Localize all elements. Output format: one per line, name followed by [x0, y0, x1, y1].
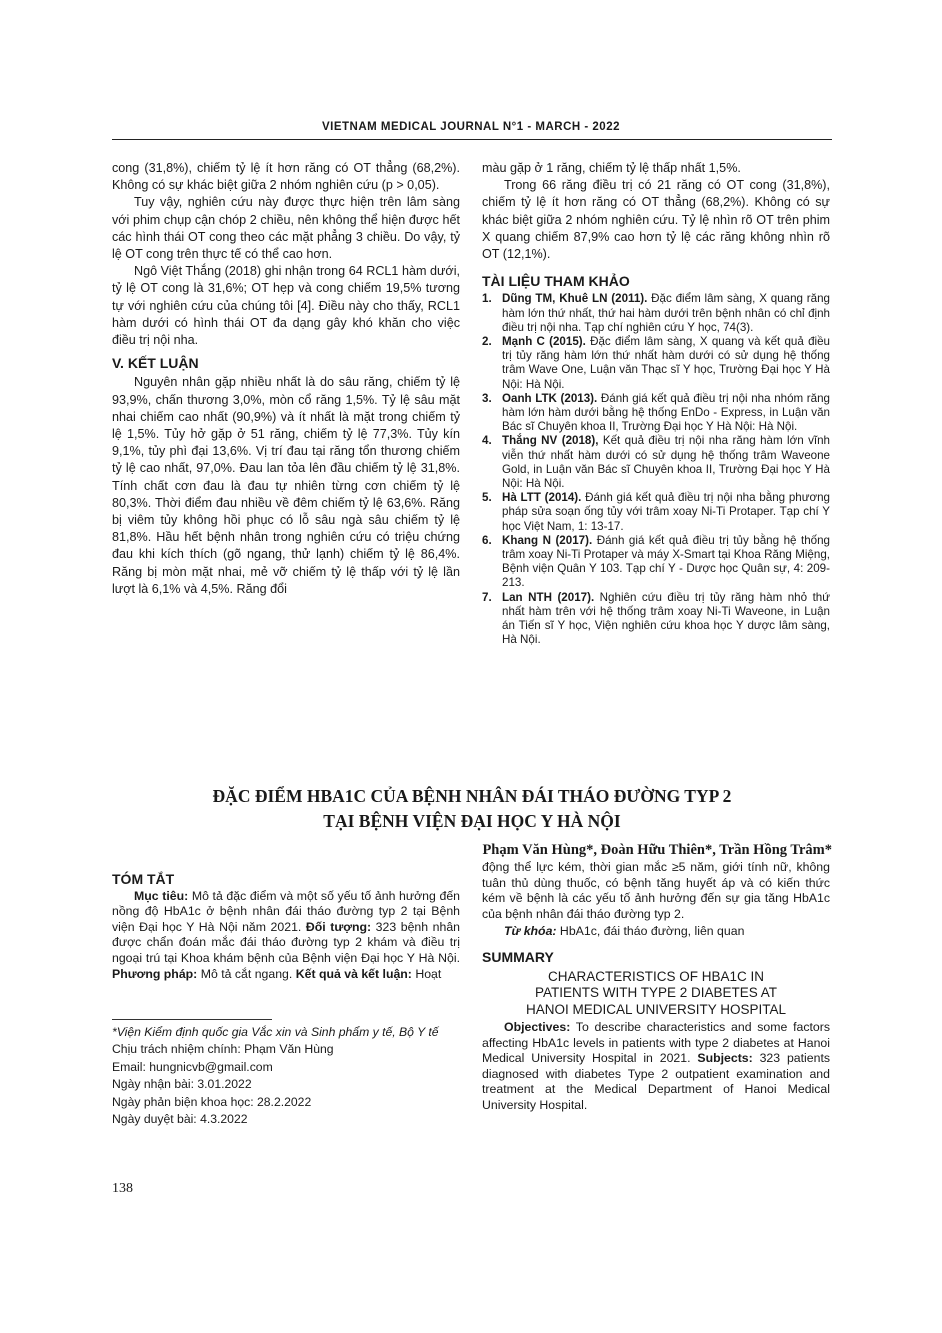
title-line: TẠI BỆNH VIỆN ĐẠI HỌC Y HÀ NỘI — [323, 811, 621, 831]
right-column-abstract — [482, 860, 830, 1114]
page-number: 138 — [112, 1181, 133, 1196]
article-title — [112, 784, 832, 834]
paragraph: màu gặp ở 1 răng, chiếm tỷ lệ thấp nhất 1,5%. — [482, 161, 741, 175]
summary-heading: SUMMARY — [482, 948, 554, 965]
right-column-prev — [482, 160, 830, 648]
date-approved: Ngày duyệt bài: 4.3.2022 — [112, 1112, 248, 1127]
abstract-heading: TÓM TẮT — [112, 871, 175, 887]
author-list: Phạm Văn Hùng*, Đoàn Hữu Thiên*, Trần Hồng Trâm* — [482, 842, 832, 858]
summary-title: CHARACTERISTICS OF HBA1C IN PATIENTS WITH TYPE 2 DIABETES AT HANOI MEDICAL UNIVERSITY HOSPITAL — [525, 968, 787, 1017]
email: Email: hungnicvb@gmail.com — [112, 1059, 273, 1074]
abstract-text: Mục tiêu: Mô tả đặc điểm và một số yếu tố ảnh hưởng đến nồng độ HbA1c ở bệnh nhân đái tháo đường typ 2 tại Bệnh viện Đại học Y Hà Nội năm 2021. Đối tượng: 323 bệnh nhân được chẩn đoán mắc đái tháo đường typ 2 khám và điều trị ngoại trú tại Khoa khám bệnh của Bệnh viện Đại học Y Hà Nội. Phương pháp: Mô tả cắt ngang. Kết quả và kết luận: Hoạt — [112, 888, 461, 981]
left-column-prev — [112, 160, 460, 598]
reference-item: 3. Oanh LTK (2013). Đánh giá kết quả điều trị nội nha nhóm răng hàm lớn hàm dưới bằng hệ thống EnDo - Express, in Luận văn Bác sĩ Chuyên khoa II, Trường Đại học Y Hà Nội: Hà Nội. — [482, 391, 831, 434]
paragraph: Tuy vậy, nghiên cứu này được thực hiện trên lâm sàng với phim chụp cận chóp 2 chiều, nên không thể hiện được hết các hình thái OT cong theo các mặt phẳng 3 chiều. Do vậy, tỷ lệ OT cong trên thực tế có thể cao hơn. — [112, 195, 460, 262]
affiliation: *Viện Kiểm định quốc gia Vắc xin và Sinh phẩm y tế, Bộ Y tế — [112, 1025, 439, 1039]
references-heading: TÀI LIỆU THAM KHẢO — [482, 273, 630, 290]
running-header: VIETNAM MEDICAL JOURNAL N°1 - MARCH - 2022 — [321, 121, 620, 133]
reference-list — [482, 292, 830, 647]
footnotes — [112, 1024, 460, 1128]
paragraph: cong (31,8%), chiếm tỷ lệ ít hơn răng có OT thẳng (68,2%). Không có sự khác biệt giữa 2 nhóm nghiên cứu (p > 0,05). — [112, 161, 460, 193]
date-reviewed: Ngày phản biện khoa học: 28.2.2022 — [112, 1094, 312, 1109]
label: Phương pháp: — [112, 966, 198, 981]
left-column-abstract — [112, 872, 460, 982]
paragraph: Trong 66 răng điều trị có 21 răng có OT cong (31,8%), chiếm tỷ lệ ít hơn răng có OT thẳng (68,2%). Không có sự khác biệt giữa 2 nhóm nghiên cứu. Tỷ lệ nhìn rõ OT trên phim X quang chiếm 87,9% cao hơn tỷ lệ các răng không nhìn rõ OT (12,1%). — [482, 178, 830, 262]
reference-item: 2. Mạnh C (2015). Đặc điểm lâm sàng, X quang và kết quả điều trị tủy răng hàm lớn thứ nhất hàm dưới có sử dụng hệ thống trâm Wave One, Luận văn Thạc sĩ Y học, Trường Đại học Y Hà Nội: Hà Nội. — [482, 335, 830, 391]
summary-text: Objectives: To describe characteristics and some factors affecting HbA1c levels in patients with type 2 diabetes at Hanoi Medical University Hospital in 2021. Subjects: 323 patients diagnosed with diabetes Type 2 outpatient examination and treatment at the Medical Department of Hanoi Medical University Hospital. — [482, 1020, 831, 1113]
reference-item: 7. Lan NTH (2017). Nghiên cứu điều trị tủy răng hàm nhỏ thứ nhất hàm trên với hệ thống trâm xoay Ni-Ti Waveone, in Luận án Tiến sĩ Y học, Viện nghiên cứu khoa học Y dược lâm sàng, Hà Nội. — [482, 590, 831, 647]
reference-item: 4. Thắng NV (2018), Kết quả điều trị nội nha răng hàm lớn vĩnh viễn thứ nhất hàm dưới có sử dụng hệ thống trâm Waveone Gold, in Luận văn Bác sĩ Chuyên khoa II, Trường Đại học Y Hà Nội: Hà Nội. — [482, 434, 831, 491]
header-rule — [112, 139, 832, 140]
paragraph: Nguyên nhân gặp nhiều nhất là do sâu răng, chiếm tỷ lệ 93,9%, chấn thương 3,0%, mòn cổ răng 1,5%. Tỷ lệ sâu mặt nhai chiếm cao nhất (90,9%) và ít nhất là mặt trong chiếm tỷ lệ 1,5%. Tủy hở gặp ở 51 răng, chiếm tỷ lệ 77,3%. Tủy kín 9,1%, tủy phì đại 13,6%. Vị trí đau tại răng tổn thương chiếm tỷ lệ cao nhất, 97,0%. Đau lan tỏa lên đầu chiếm tỷ lệ 31,8%. Tính chất cơn đau là đau tự nhiên từng cơn chiếm tỷ lệ 80,3%. Thời điểm đau nhiều về đêm chiếm tỷ lệ 63,6%. Răng bị viêm tủy không hồi phục có lỗ sâu ngà sâu chiếm tỷ lệ 81,8%. Hầu hết bệnh nhân trong nghiên cứu có triệu chứng đau khi kích thích (gõ ngang, thử lạnh) chiếm tỷ lệ 86,4%. Răng bị mòn mặt nhai, mẻ vỡ chiếm tỷ lệ thấp với tỷ lệ lần lượt là 6,1% và 4,5%. Răng đổi — [112, 375, 460, 596]
label: Mục tiêu: — [134, 888, 189, 903]
reference-item: 6. Khang N (2017). Đánh giá kết quả điều trị tủy bằng hệ thống trâm xoay Ni-Ti Protaper và máy X-Smart tại Khoa Răng Miệng, Bệnh viện Quân Y 103. Tạp chí Y - Dược học Quân sự, 4: 209-213. — [482, 533, 830, 590]
responsible-author: Chịu trách nhiệm chính: Phạm Văn Hùng — [112, 1042, 334, 1057]
label: Đối tượng: — [305, 919, 372, 934]
section-heading: V. KẾT LUẬN — [112, 355, 199, 372]
footnote-rule — [112, 1019, 272, 1020]
abstract-text: động thể lực kém, thời gian mắc ≥5 năm, giới tính nữ, không tuân thủ dùng thuốc, có bệnh tăng huyết áp và có kiến thức kém về bệnh là các yếu tố ảnh hưởng đến sự gia tăng HbA1c của bệnh nhân đái tháo đường typ 2. — [482, 860, 830, 921]
paragraph: Ngô Việt Thắng (2018) ghi nhận trong 64 RCL1 hàm dưới, tỷ lệ OT cong là 31,6%; OT hẹp và cong chiếm 19,5% tương tự với nghiên cứu của chúng tôi [4]. Điều này cho thấy, RCL1 hàm dưới có hình thái OT đa dạng gây khó khăn cho việc điều trị nội nha. — [112, 264, 460, 348]
label: Kết quả và kết luận: — [295, 966, 412, 981]
reference-item: 5. Hà LTT (2014). Đánh giá kết quả điều trị nội nha bằng phương pháp sửa soạn ống tủy với trâm xoay Ni-Ti Protaper. Tạp chí Y học Việt Nam, 1: 13-17. — [482, 491, 830, 533]
keywords: Từ khóa: HbA1c, đái tháo đường, liên quan — [504, 924, 745, 939]
reference-item: 1. Dũng TM, Khuê LN (2011). Đặc điểm lâm sàng, X quang răng hàm lớn thứ nhất, thứ hai hàm dưới trên bệnh nhân có chỉ định điều trị nội nha. Tạp chí nghiên cứu Y học, 74(3). — [482, 292, 831, 334]
title-line: ĐẶC ĐIỂM HBA1C CỦA BỆNH NHÂN ĐÁI THÁO ĐƯỜNG TYP 2 — [212, 786, 732, 806]
date-received: Ngày nhận bài: 3.01.2022 — [112, 1077, 252, 1092]
